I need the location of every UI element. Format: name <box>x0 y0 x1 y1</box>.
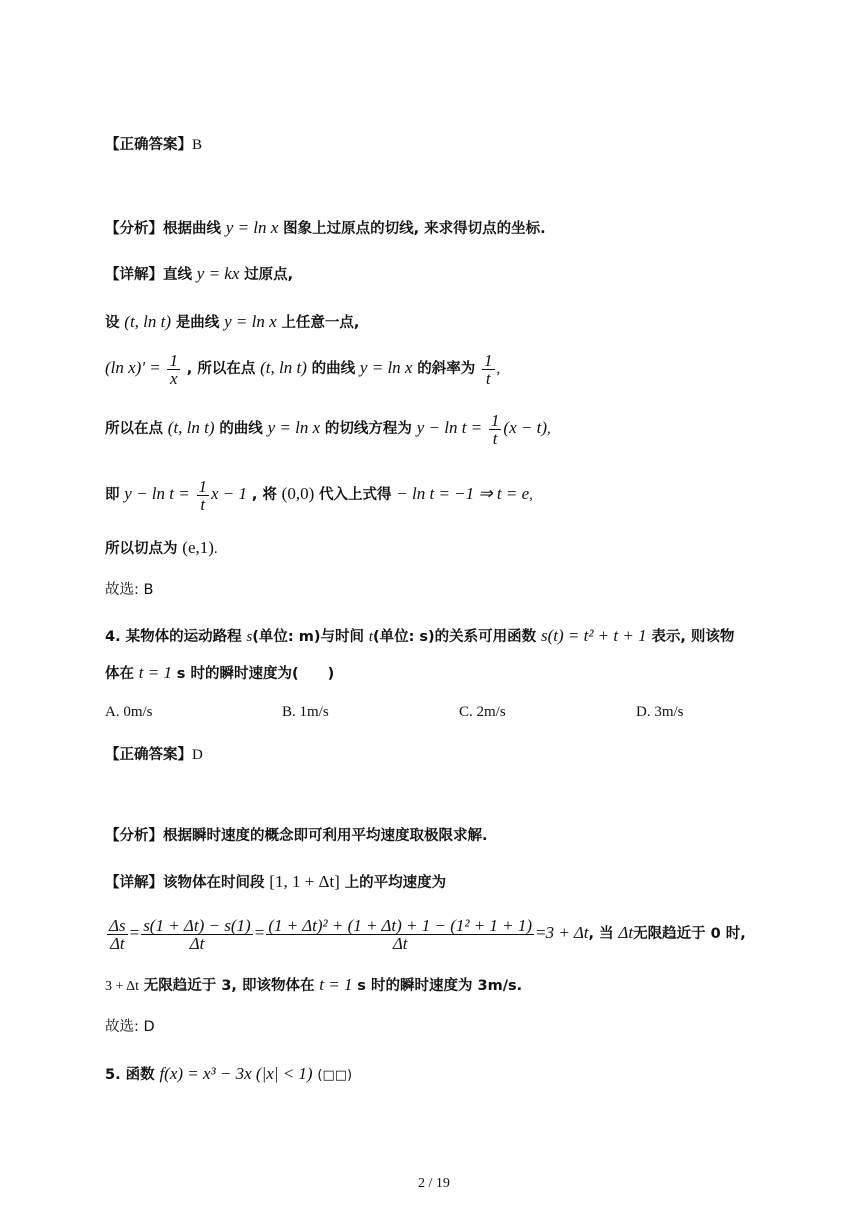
fraction <box>197 478 210 513</box>
analysis-label: 【分析】 <box>105 221 163 237</box>
q4-stem-line-2 <box>105 663 334 684</box>
math-expression: y = kx <box>196 264 240 283</box>
fraction-numerator: 1 <box>198 476 207 496</box>
math-expression: (t, ln t) <box>124 312 172 331</box>
page-number: 2 / 19 <box>418 1176 450 1191</box>
text: , <box>546 421 551 437</box>
fraction-numerator: (1 + Δt)² + (1 + Δt) + 1 − (1² + 1 + 1) <box>268 915 533 935</box>
text: 所以切点为 <box>105 541 178 557</box>
fraction <box>107 917 128 952</box>
text: 代入上式得 <box>319 487 392 503</box>
text: , 当 <box>588 926 614 942</box>
text: 所以在点 <box>105 421 163 437</box>
text: 设 <box>105 315 120 331</box>
fraction-numerator: s(1 + Δt) − s(1) <box>143 915 251 935</box>
option-a: A. 0m/s <box>105 704 153 720</box>
answer-label: 【正确答案】 <box>105 747 192 763</box>
math-expression: x − 1 <box>211 484 248 503</box>
fraction-numerator: 1 <box>169 350 178 370</box>
text: 的斜率为 <box>417 361 476 377</box>
fraction <box>167 352 180 387</box>
math-expression: y = ln x <box>267 418 321 437</box>
question-text: 表示, 则该物 <box>651 629 735 645</box>
answer-value: B <box>192 137 203 153</box>
math-expression: y − ln t = <box>416 418 483 437</box>
detail-label: 【详解】 <box>105 875 163 891</box>
q3-choose <box>105 579 153 600</box>
q3-answer-line <box>105 134 202 155</box>
fraction-denominator: Δt <box>392 933 408 953</box>
text: 即 <box>105 487 120 503</box>
fraction <box>489 412 502 447</box>
text: , <box>496 361 501 377</box>
math-expression: (ln x)' = <box>105 358 161 377</box>
detail-text: 该物体在时间段 <box>163 875 265 891</box>
math-expression: (t, ln t) <box>260 358 307 377</box>
detail-text: 过原点, <box>244 267 294 283</box>
fraction-denominator: t <box>485 368 491 388</box>
math-expression: [1, 1 + Δt] <box>269 872 340 891</box>
q4-analysis-line <box>105 825 488 846</box>
option-d: D. 3m/s <box>636 704 684 720</box>
math-expression: t = 1 <box>138 663 172 682</box>
detail-text: 直线 <box>163 267 192 283</box>
text: . <box>213 541 218 557</box>
math-expression: y = ln x <box>225 218 279 237</box>
detail-text: 上的平均速度为 <box>344 875 447 891</box>
q4-choose <box>105 1016 155 1037</box>
text: 故选: B <box>105 582 154 598</box>
fraction-numerator: 1 <box>490 410 500 430</box>
question-text: 5. 函数 <box>105 1067 155 1083</box>
q3-line-5 <box>105 408 551 449</box>
math-expression: s <box>246 629 253 645</box>
question-text: 4. 某物体的运动路程 <box>105 629 242 645</box>
analysis-text: 根据瞬时速度的概念即可利用平均速度取极限求解. <box>163 828 488 844</box>
detail-label: 【详解】 <box>105 267 163 283</box>
q4-conclusion-line <box>105 975 522 997</box>
q4-detail-line <box>105 872 446 893</box>
fraction-numerator: Δs <box>109 915 126 935</box>
fraction-denominator: t <box>492 428 498 448</box>
answer-value: D <box>192 747 203 763</box>
q4-stem-line-1 <box>105 626 734 647</box>
math-expression: f(x) = x³ − 3x (|x| < 1) <box>159 1064 313 1083</box>
q4-answer-line <box>105 744 203 765</box>
text: 的曲线 <box>219 421 263 437</box>
math-expression: s(t) = t² + t + 1 <box>540 626 647 645</box>
text: 上任意一点, <box>281 315 360 331</box>
text: 是曲线 <box>175 315 220 331</box>
fraction-denominator: Δt <box>109 933 125 953</box>
option-b: B. 1m/s <box>282 704 329 720</box>
option-c: C. 2m/s <box>459 704 506 720</box>
text: , 所以在点 <box>186 361 256 377</box>
fraction-denominator: t <box>200 494 206 514</box>
math-expression: 3 + Δt <box>545 923 589 942</box>
q4-equation-line: $\frac{\Delta s}{\Delta t}$ = $\frac{s(1 + \Delta t) - s(1)}{\Delta t}$ = $\frac{\text{(1 + Δt)² + (1 + Δt) + 1 − (1² + 1 + 1)}}{\Delta t}$ =3 + Δt, 当 Δt无限趋近于 0 时, <box>109 915 746 953</box>
question-text: (单位: s)的关系可用函数 <box>372 629 537 645</box>
math-expression: y − ln t = <box>124 484 190 503</box>
text: , <box>529 487 533 503</box>
math-expression: Δt <box>618 923 634 942</box>
text: 无限趋近于 3, 即该物体在 <box>143 978 315 994</box>
math-expression: y = ln x <box>359 358 413 377</box>
fraction <box>266 917 534 952</box>
math-expression: t = 1 <box>319 975 353 994</box>
math-expression: t <box>368 629 373 645</box>
math-expression: y = ln x <box>224 312 277 331</box>
text: , 将 <box>251 487 277 503</box>
q3-detail-line <box>105 264 293 285</box>
q3-line-6 <box>105 474 533 515</box>
fraction-denominator: x <box>169 368 178 388</box>
q3-line-4 <box>105 348 500 389</box>
analysis-text: 根据曲线 <box>163 221 221 237</box>
fraction <box>482 352 495 387</box>
analysis-text: 图象上过原点的切线, 来求得切点的坐标. <box>283 221 546 237</box>
text: 的曲线 <box>311 361 356 377</box>
question-text: (单位: m)与时间 <box>252 629 364 645</box>
analysis-label: 【分析】 <box>105 828 163 844</box>
text: 故选: D <box>105 1019 155 1035</box>
math-expression: (x − t) <box>503 418 547 437</box>
math-expression: (e,1) <box>182 538 214 557</box>
q3-line-3 <box>105 312 359 333</box>
text: 无限趋近于 0 时, <box>633 926 746 942</box>
fraction-denominator: Δt <box>189 933 205 953</box>
question-text: (□□) <box>317 1068 353 1083</box>
math-expression: − ln t = −1 ⇒ t = e <box>396 484 530 503</box>
fraction-numerator: 1 <box>484 350 493 370</box>
question-text: s 时的瞬时速度为( ) <box>176 666 335 682</box>
question-text: 体在 <box>105 666 134 682</box>
q3-analysis-line <box>105 218 546 239</box>
q3-line-7 <box>105 538 218 559</box>
fraction <box>141 917 253 952</box>
math-expression: (t, ln t) <box>167 418 215 437</box>
text: s 时的瞬时速度为 3m/s. <box>357 978 523 994</box>
math-expression: 3 + Δt <box>105 979 140 994</box>
math-expression: (0,0) <box>281 484 315 503</box>
answer-label: 【正确答案】 <box>105 137 192 153</box>
q5-stem-line <box>105 1064 352 1086</box>
text: 的切线方程为 <box>324 421 412 437</box>
